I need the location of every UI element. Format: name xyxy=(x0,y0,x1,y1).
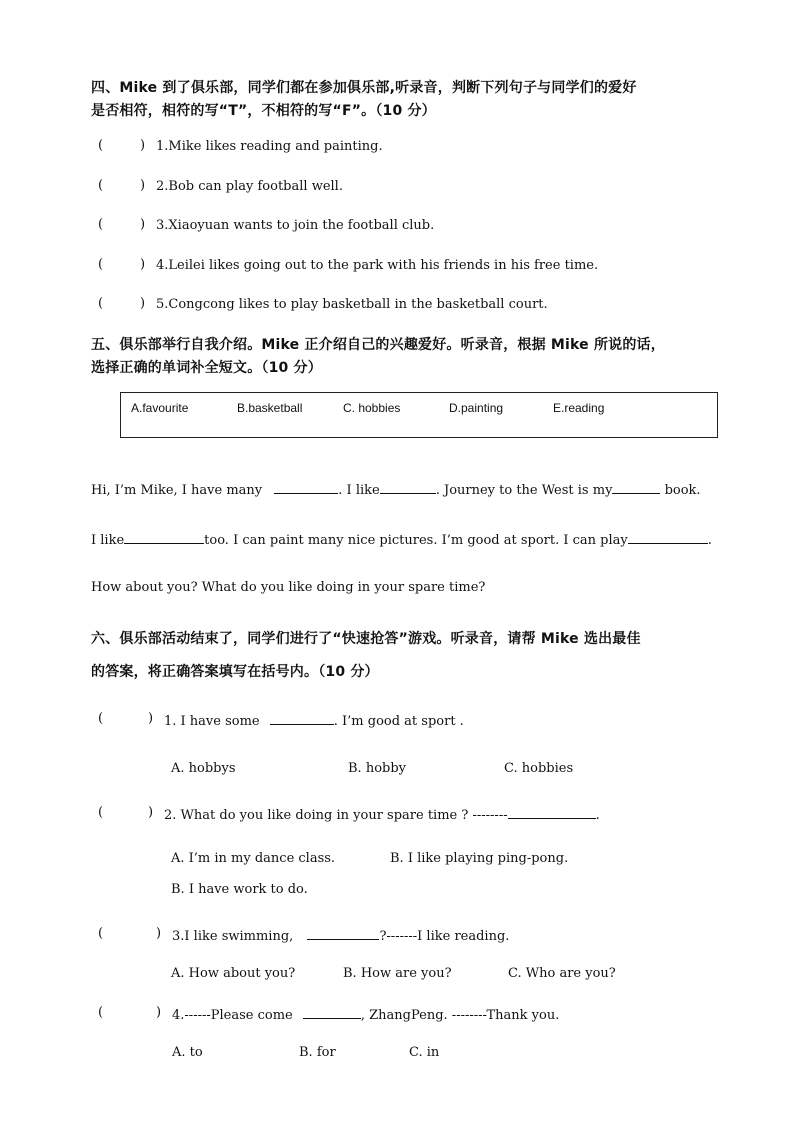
answer-paren-4-2[interactable]: ( xyxy=(98,178,104,193)
passage-line-3: How about you? What do you like doing in your spare time? xyxy=(91,580,486,595)
blank-5-5[interactable] xyxy=(628,531,708,544)
word-bank-option-d: D.painting xyxy=(449,401,504,415)
blank-5-2[interactable] xyxy=(380,481,436,494)
answer-paren-close-6-1: ) xyxy=(148,711,154,726)
answer-paren-4-5[interactable]: ( xyxy=(98,296,104,311)
q3-option-b: B. How are you? xyxy=(343,966,452,981)
question-6-1: 1. I have some . I’m good at sport . xyxy=(164,714,464,729)
blank-5-4[interactable] xyxy=(124,531,204,544)
word-bank-box xyxy=(120,392,718,438)
blank-5-1[interactable] xyxy=(274,481,338,494)
section6-heading-line1: 六、俱乐部活动结束了，同学们进行了“快速抢答”游戏。听录音，请帮 Mike 选出最佳 xyxy=(91,631,641,647)
q3-option-c: C. Who are you? xyxy=(508,966,616,981)
question-6-3: 3.I like swimming, ?-------I like reading. xyxy=(172,929,510,944)
section4-item-2: 2.Bob can play football well. xyxy=(156,179,343,194)
answer-paren-6-4[interactable]: ( xyxy=(98,1005,104,1020)
q1-option-c: C. hobbies xyxy=(504,761,574,776)
answer-paren-4-4[interactable]: ( xyxy=(98,257,104,272)
answer-paren-6-3[interactable]: ( xyxy=(98,926,104,941)
word-bank-option-c: C. hobbies xyxy=(343,401,401,415)
word-bank-option-a: A.favourite xyxy=(131,401,189,415)
q4-option-c: C. in xyxy=(409,1045,440,1060)
passage-line-1: Hi, I’m Mike, I have many . I like . Journey to the West is my book. xyxy=(91,483,701,498)
blank-6-2[interactable] xyxy=(508,806,596,819)
answer-paren-close-6-4: ) xyxy=(156,1005,162,1020)
answer-paren-close-4-5: ) xyxy=(140,296,146,311)
section4-item-4: 4.Leilei likes going out to the park with his friends in his free time. xyxy=(156,258,599,273)
answer-paren-6-1[interactable]: ( xyxy=(98,711,104,726)
answer-paren-4-3[interactable]: ( xyxy=(98,217,104,232)
answer-paren-close-4-2: ) xyxy=(140,178,146,193)
answer-paren-close-6-3: ) xyxy=(156,926,162,941)
section4-heading-line2: 是否相符，相符的写“T”，不相符的写“F”。（10 分） xyxy=(91,103,436,119)
answer-paren-close-4-1: ) xyxy=(140,138,146,153)
q4-option-b: B. for xyxy=(299,1045,336,1060)
blank-6-4[interactable] xyxy=(303,1006,361,1019)
q3-option-a: A. How about you? xyxy=(171,966,296,981)
question-6-4: 4.------Please come , ZhangPeng. --------Thank you. xyxy=(172,1008,560,1023)
blank-6-3[interactable] xyxy=(307,927,379,940)
section5-heading-line1: 五、俱乐部举行自我介绍。Mike 正介绍自己的兴趣爱好。听录音，根据 Mike 所说的话， xyxy=(91,337,665,353)
answer-paren-4-1[interactable]: ( xyxy=(98,138,104,153)
section4-item-5: 5.Congcong likes to play basketball in the basketball court. xyxy=(156,297,548,312)
passage-line-2: I like too. I can paint many nice pictures. I’m good at sport. I can play . xyxy=(91,533,712,548)
q2-option-b: B. I like playing ping-pong. xyxy=(390,851,569,866)
word-bank-option-e: E.reading xyxy=(553,401,605,415)
blank-5-3[interactable] xyxy=(612,481,660,494)
section4-heading-line1: 四、Mike 到了俱乐部，同学们都在参加俱乐部,听录音，判断下列句子与同学们的爱好 xyxy=(91,80,637,96)
section5-heading-line2: 选择正确的单词补全短文。（10 分） xyxy=(91,360,322,376)
section4-item-3: 3.Xiaoyuan wants to join the football club. xyxy=(156,218,435,233)
q1-option-a: A. hobbys xyxy=(171,761,236,776)
q4-option-a: A. to xyxy=(172,1045,203,1060)
section6-heading-line2: 的答案，将正确答案填写在括号内。（10 分） xyxy=(91,664,379,680)
answer-paren-close-4-4: ) xyxy=(140,257,146,272)
question-6-2: 2. What do you like doing in your spare time ? -------- . xyxy=(164,808,600,823)
q2-option-c: B. I have work to do. xyxy=(171,882,308,897)
word-bank-option-b: B.basketball xyxy=(237,401,303,415)
answer-paren-6-2[interactable]: ( xyxy=(98,805,104,820)
blank-6-1[interactable] xyxy=(270,712,334,725)
q1-option-b: B. hobby xyxy=(348,761,407,776)
answer-paren-close-6-2: ) xyxy=(148,805,154,820)
q2-option-a: A. I’m in my dance class. xyxy=(171,851,336,866)
answer-paren-close-4-3: ) xyxy=(140,217,146,232)
section4-item-1: 1.Mike likes reading and painting. xyxy=(156,139,383,154)
